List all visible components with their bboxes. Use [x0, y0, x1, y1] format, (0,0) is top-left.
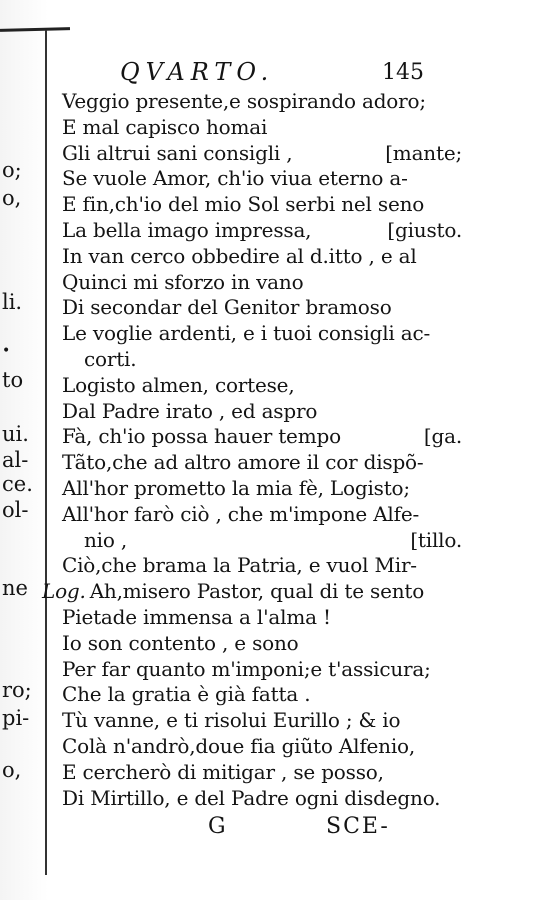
- verse-line-text: corti.: [84, 346, 137, 371]
- verse-line: [62, 166, 462, 192]
- verse-line-text: Di secondar del Genitor bramoso: [62, 295, 392, 320]
- verse-line: [62, 141, 462, 167]
- verse-line-text: Fà, ch'io possa hauer tempo: [62, 424, 341, 449]
- catchword: SCE-: [326, 814, 390, 839]
- verse-text: [42, 89, 462, 811]
- verse-line: [62, 553, 462, 579]
- speaker-label: Log.: [42, 579, 86, 604]
- facing-fragment: o,: [2, 758, 22, 782]
- verse-line-text: Quinci mi sforzo in vano: [62, 269, 304, 294]
- verse-line: [62, 424, 462, 450]
- verse-line: [62, 192, 462, 218]
- verse-line: [62, 708, 462, 734]
- page-header: [120, 58, 440, 88]
- verse-line: [62, 399, 462, 425]
- verse-line: [62, 657, 462, 683]
- verse-line-text: Dal Padre irato , ed aspro: [62, 398, 318, 423]
- verse-line: [62, 321, 462, 347]
- verse-line: [42, 579, 462, 605]
- verse-line-text: Tãto,che ad altro amore il cor dispõ-: [62, 450, 424, 475]
- facing-fragment: •: [2, 343, 11, 359]
- turnover-fragment: [tillo.: [410, 527, 462, 552]
- page-footer: [208, 814, 428, 844]
- verse-line-text: In van cerco obbedire al d.itto , e al: [62, 243, 417, 268]
- page-number: 145: [382, 60, 424, 85]
- verse-line: [62, 347, 462, 373]
- verse-line-text: Veggio presente,e sospirando adoro;: [62, 89, 426, 113]
- verse-line: [62, 786, 462, 812]
- verse-line-text: Io son contento , e sono: [62, 630, 299, 655]
- verse-line: [62, 115, 462, 141]
- verse-line-text: Le voglie ardenti, e i tuoi consigli ac-: [62, 321, 431, 346]
- facing-fragment: pi-: [2, 706, 30, 730]
- verse-line: [62, 295, 462, 321]
- verse-line-text: Per far quanto m'imponi;e t'assicura;: [62, 656, 431, 681]
- verse-line-text: Colà n'andrò,doue fia giũto Alfenio,: [62, 733, 416, 758]
- verse-line: [62, 528, 462, 554]
- facing-fragment: ol-: [2, 498, 29, 522]
- verse-line-text: All'hor farò ciò , che m'impone Alfe-: [62, 501, 420, 526]
- verse-line-text: E cercherò di mitigar , se posso,: [62, 759, 384, 784]
- running-head: QVARTO.: [120, 58, 275, 86]
- verse-line-text: E mal capisco homai: [62, 114, 268, 139]
- verse-line-text: Se vuole Amor, ch'io viua eterno a-: [62, 166, 408, 191]
- verse-line: [62, 734, 462, 760]
- facing-fragment: ce.: [2, 472, 33, 496]
- verse-line-text: Gli altrui sani consigli ,: [62, 140, 293, 165]
- verse-line: [62, 450, 462, 476]
- verse-line-text: La bella imago impressa,: [62, 217, 312, 242]
- facing-fragment: al-: [2, 448, 29, 472]
- verse-line: [62, 605, 462, 631]
- verse-line-text: Tù vanne, e ti risolui Eurillo ; & io: [62, 708, 401, 733]
- facing-fragment: o,: [2, 186, 22, 210]
- verse-line: [62, 631, 462, 657]
- facing-fragment: ui.: [2, 422, 29, 446]
- verse-line-text: Pietade immensa a l'alma !: [62, 604, 331, 629]
- turnover-fragment: [ga.: [423, 424, 462, 449]
- verse-line: [62, 476, 462, 502]
- gutter-line: [45, 30, 47, 875]
- verse-line: [62, 502, 462, 528]
- verse-line-text: E fin,ch'io del mio Sol serbi nel seno: [62, 192, 425, 217]
- facing-fragment: ro;: [2, 678, 32, 702]
- verse-line: [62, 373, 462, 399]
- verse-line-text: Logisto almen, cortese,: [62, 372, 295, 397]
- verse-line-text: nio ,: [84, 527, 128, 552]
- verse-line: [62, 89, 462, 115]
- verse-line: [62, 760, 462, 786]
- facing-fragment: to: [2, 368, 24, 392]
- facing-fragment: ne: [2, 576, 28, 600]
- verse-line: [62, 244, 462, 270]
- verse-line-text: Ciò,che brama la Patria, e vuol Mir-: [62, 553, 417, 578]
- verse-line: [62, 682, 462, 708]
- verse-line-text: All'hor prometto la mia fè, Logisto;: [62, 475, 410, 500]
- facing-fragment: li.: [2, 290, 23, 314]
- verse-line-text: Di Mirtillo, e del Padre ogni disdegno.: [62, 785, 441, 810]
- turnover-fragment: [mante;: [385, 140, 462, 165]
- signature-mark: G: [208, 814, 226, 839]
- verse-line: [62, 270, 462, 296]
- verse-line-text: Che la gratia è già fatta .: [62, 682, 311, 707]
- facing-fragment: o;: [2, 158, 22, 182]
- turnover-fragment: [giusto.: [387, 217, 462, 242]
- verse-line: [62, 218, 462, 244]
- verse-line-text: Ah,misero Pastor, qual di te sento: [89, 579, 425, 604]
